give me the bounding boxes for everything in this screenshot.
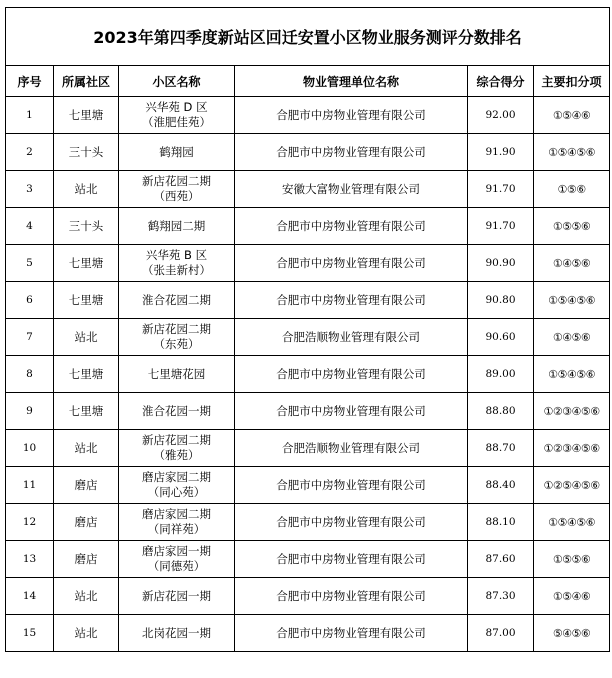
score-cell: 89.00 bbox=[468, 356, 534, 393]
title-row bbox=[6, 8, 610, 66]
table-row bbox=[6, 208, 610, 245]
estate-name-line: （雅苑） bbox=[153, 448, 200, 462]
estate-cell bbox=[119, 208, 235, 245]
company-cell: 合肥市中房物业管理有限公司 bbox=[235, 97, 468, 134]
estate-name-line: 新店花园二期 bbox=[142, 322, 211, 336]
estate-name-line: （同德苑） bbox=[147, 559, 206, 573]
estate-cell bbox=[119, 578, 235, 615]
row-number: 1 bbox=[6, 97, 54, 134]
community-cell: 磨店 bbox=[54, 541, 119, 578]
company-cell: 合肥市中房物业管理有限公司 bbox=[235, 467, 468, 504]
deduction-items-cell: ①⑤⑤⑥ bbox=[534, 541, 610, 578]
table-row bbox=[6, 97, 610, 134]
community-cell: 七里塘 bbox=[54, 356, 119, 393]
row-number: 8 bbox=[6, 356, 54, 393]
score-cell: 90.60 bbox=[468, 319, 534, 356]
company-cell: 合肥市中房物业管理有限公司 bbox=[235, 134, 468, 171]
estate-name-line: 磨店家园二期 bbox=[142, 507, 211, 521]
score-cell: 87.30 bbox=[468, 578, 534, 615]
estate-cell bbox=[119, 504, 235, 541]
estate-name-line: （东苑） bbox=[153, 337, 200, 351]
estate-cell bbox=[119, 356, 235, 393]
score-cell: 91.70 bbox=[468, 208, 534, 245]
header-deductions: 主要扣分项 bbox=[534, 66, 610, 97]
estate-name-line: 新店花园一期 bbox=[142, 588, 211, 603]
deduction-items-cell: ①④⑤⑥ bbox=[534, 245, 610, 282]
row-number: 6 bbox=[6, 282, 54, 319]
estate-name-line: 新店花园二期 bbox=[142, 433, 211, 447]
estate-name-line: 磨店家园二期 bbox=[142, 470, 211, 484]
ranking-table bbox=[5, 7, 610, 652]
score-cell: 87.60 bbox=[468, 541, 534, 578]
score-cell: 92.00 bbox=[468, 97, 534, 134]
community-cell: 站北 bbox=[54, 578, 119, 615]
score-cell: 88.40 bbox=[468, 467, 534, 504]
deduction-items-cell: ①⑤⑤⑥ bbox=[534, 208, 610, 245]
row-number: 12 bbox=[6, 504, 54, 541]
score-cell: 90.80 bbox=[468, 282, 534, 319]
community-cell: 站北 bbox=[54, 171, 119, 208]
company-cell: 合肥市中房物业管理有限公司 bbox=[235, 615, 468, 652]
community-cell: 磨店 bbox=[54, 504, 119, 541]
table-row bbox=[6, 615, 610, 652]
community-cell: 三十头 bbox=[54, 208, 119, 245]
estate-cell bbox=[119, 171, 235, 208]
community-cell: 三十头 bbox=[54, 134, 119, 171]
company-cell: 安徽大富物业管理有限公司 bbox=[235, 171, 468, 208]
score-cell: 88.10 bbox=[468, 504, 534, 541]
score-cell: 90.90 bbox=[468, 245, 534, 282]
row-number: 5 bbox=[6, 245, 54, 282]
table-row bbox=[6, 171, 610, 208]
estate-name-line: 淮合花园一期 bbox=[142, 403, 211, 418]
header-no: 序号 bbox=[6, 66, 54, 97]
estate-name-line: 新店花园二期 bbox=[142, 174, 211, 188]
row-number: 11 bbox=[6, 467, 54, 504]
company-cell: 合肥市中房物业管理有限公司 bbox=[235, 578, 468, 615]
table-row bbox=[6, 319, 610, 356]
company-cell: 合肥浩顺物业管理有限公司 bbox=[235, 319, 468, 356]
estate-cell bbox=[119, 282, 235, 319]
community-cell: 磨店 bbox=[54, 467, 119, 504]
row-number: 4 bbox=[6, 208, 54, 245]
table-row bbox=[6, 578, 610, 615]
estate-name-line: 兴华苑 D 区 bbox=[145, 100, 208, 114]
deduction-items-cell: ①⑤④⑤⑥ bbox=[534, 282, 610, 319]
table-row bbox=[6, 245, 610, 282]
row-number: 15 bbox=[6, 615, 54, 652]
deduction-items-cell: ①④⑤⑥ bbox=[534, 319, 610, 356]
table-row bbox=[6, 393, 610, 430]
score-cell: 91.90 bbox=[468, 134, 534, 171]
company-cell: 合肥市中房物业管理有限公司 bbox=[235, 208, 468, 245]
table-row bbox=[6, 282, 610, 319]
header-score: 综合得分 bbox=[468, 66, 534, 97]
estate-cell bbox=[119, 467, 235, 504]
ranking-sheet bbox=[5, 7, 609, 652]
deduction-items-cell: ①⑤⑥ bbox=[534, 171, 610, 208]
score-cell: 87.00 bbox=[468, 615, 534, 652]
table-title: 2023年第四季度新站区回迁安置小区物业服务测评分数排名 bbox=[6, 8, 610, 66]
table-row bbox=[6, 356, 610, 393]
estate-cell bbox=[119, 134, 235, 171]
row-number: 13 bbox=[6, 541, 54, 578]
company-cell: 合肥市中房物业管理有限公司 bbox=[235, 245, 468, 282]
estate-cell bbox=[119, 430, 235, 467]
estate-cell bbox=[119, 541, 235, 578]
deduction-items-cell: ①⑤④⑥ bbox=[534, 578, 610, 615]
header-company: 物业管理单位名称 bbox=[235, 66, 468, 97]
deduction-items-cell: ①⑤④⑥ bbox=[534, 97, 610, 134]
row-number: 7 bbox=[6, 319, 54, 356]
estate-name-line: （同心苑） bbox=[147, 485, 206, 499]
deduction-items-cell: ⑤④⑤⑥ bbox=[534, 615, 610, 652]
company-cell: 合肥浩顺物业管理有限公司 bbox=[235, 430, 468, 467]
estate-cell bbox=[119, 393, 235, 430]
company-cell: 合肥市中房物业管理有限公司 bbox=[235, 356, 468, 393]
deduction-items-cell: ①⑤④⑤⑥ bbox=[534, 134, 610, 171]
estate-name-line: 淮合花园二期 bbox=[142, 292, 211, 307]
deduction-items-cell: ①⑤④⑤⑥ bbox=[534, 504, 610, 541]
estate-cell bbox=[119, 319, 235, 356]
deduction-items-cell: ①②⑤④⑤⑥ bbox=[534, 467, 610, 504]
estate-name-line: 鹤翔园二期 bbox=[147, 218, 206, 233]
header-community: 所属社区 bbox=[54, 66, 119, 97]
estate-name-line: 磨店家园一期 bbox=[142, 544, 211, 558]
deduction-items-cell: ①②③④⑤⑥ bbox=[534, 393, 610, 430]
estate-name-line: 北岗花园一期 bbox=[142, 625, 211, 640]
table-row bbox=[6, 541, 610, 578]
estate-name-line: （西苑） bbox=[153, 189, 200, 203]
table-row bbox=[6, 430, 610, 467]
company-cell: 合肥市中房物业管理有限公司 bbox=[235, 541, 468, 578]
score-cell: 88.70 bbox=[468, 430, 534, 467]
estate-cell bbox=[119, 615, 235, 652]
row-number: 10 bbox=[6, 430, 54, 467]
estate-cell bbox=[119, 245, 235, 282]
community-cell: 七里塘 bbox=[54, 97, 119, 134]
estate-name-line: （淮肥佳苑） bbox=[142, 115, 211, 129]
deduction-items-cell: ①②③④⑤⑥ bbox=[534, 430, 610, 467]
company-cell: 合肥市中房物业管理有限公司 bbox=[235, 393, 468, 430]
header-estate: 小区名称 bbox=[119, 66, 235, 97]
score-cell: 91.70 bbox=[468, 171, 534, 208]
estate-name-line: （张圭新村） bbox=[142, 263, 211, 277]
row-number: 14 bbox=[6, 578, 54, 615]
deduction-items-cell: ①⑤④⑤⑥ bbox=[534, 356, 610, 393]
row-number: 2 bbox=[6, 134, 54, 171]
estate-name-line: 七里塘花园 bbox=[147, 366, 206, 381]
company-cell: 合肥市中房物业管理有限公司 bbox=[235, 282, 468, 319]
community-cell: 七里塘 bbox=[54, 282, 119, 319]
estate-name-line: （同祥苑） bbox=[147, 522, 206, 536]
estate-cell bbox=[119, 97, 235, 134]
header-row bbox=[6, 66, 610, 97]
company-cell: 合肥市中房物业管理有限公司 bbox=[235, 504, 468, 541]
table-row bbox=[6, 467, 610, 504]
row-number: 9 bbox=[6, 393, 54, 430]
community-cell: 七里塘 bbox=[54, 245, 119, 282]
estate-name-line: 鹤翔园 bbox=[159, 144, 194, 159]
row-number: 3 bbox=[6, 171, 54, 208]
community-cell: 站北 bbox=[54, 430, 119, 467]
community-cell: 七里塘 bbox=[54, 393, 119, 430]
community-cell: 站北 bbox=[54, 615, 119, 652]
score-cell: 88.80 bbox=[468, 393, 534, 430]
table-row bbox=[6, 134, 610, 171]
estate-name-line: 兴华苑 B 区 bbox=[145, 248, 208, 262]
community-cell: 站北 bbox=[54, 319, 119, 356]
table-row bbox=[6, 504, 610, 541]
